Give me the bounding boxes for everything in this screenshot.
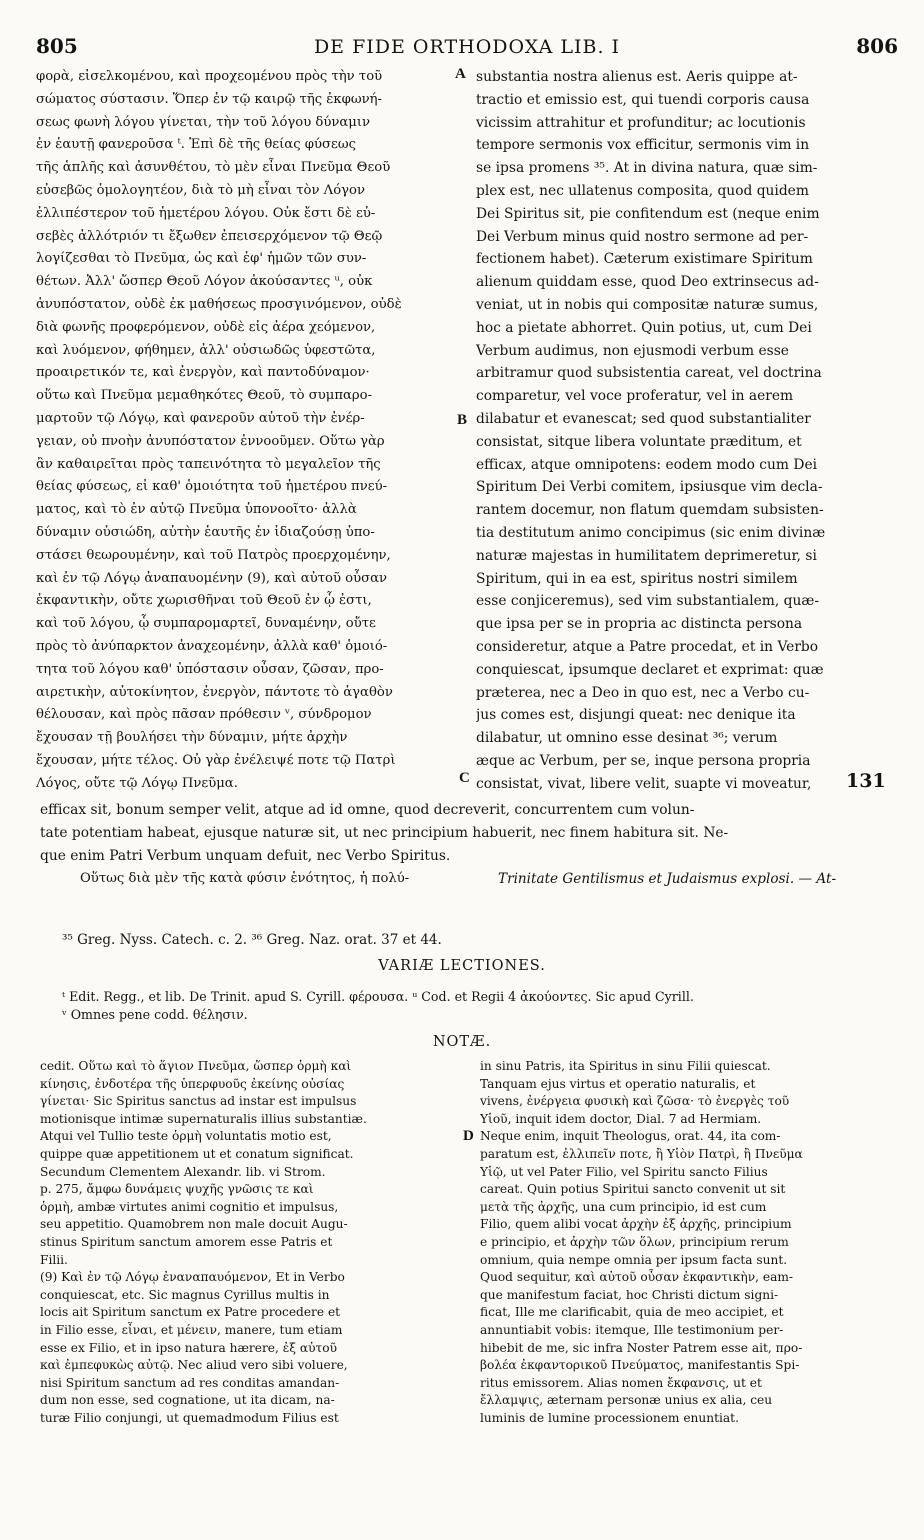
running-title: DE FIDE ORTHODOXA LIB. I bbox=[313, 36, 621, 58]
note-line: γίνεται· Sic Spiritus sanctus ad instar est impulsus bbox=[40, 1094, 357, 1109]
variant-reading-line: ᵗ Edit. Regg., et lib. De Trinit. apud S. Cyrill. φέρουσα. ᵘ Cod. et Regii 4 ἀκούοντες. Sic apud Cyrill. bbox=[62, 989, 694, 1004]
latin-text-line: præterea, nec a Deo in quo est, nec a Verbo cu- bbox=[476, 684, 810, 701]
greek-text-line: Λόγος, οὔτε τῷ Λόγῳ Πνεῦμα. bbox=[36, 775, 238, 791]
greek-text-line: πρὸς τὸ ἀνύπαρκτον ἀναχεομένην, ἀλλὰ καθ' ὁμοιό- bbox=[36, 638, 388, 654]
full-width-text-line: que enim Patri Verbum unquam defuit, nec Verbo Spiritus. bbox=[40, 847, 451, 864]
note-line: luminis de lumine processionem enuntiat. bbox=[480, 1410, 739, 1425]
greek-text-line: ἀνυπόστατον, οὐδὲ ἐκ μαθήσεως προσγινόμενον, οὐδὲ bbox=[36, 296, 402, 312]
latin-text-line: Spiritum Dei Verbi comitem, ipsiusque vim decla- bbox=[476, 479, 823, 496]
note-line: quippe quæ appetitionem ut et conatum significat. bbox=[40, 1146, 354, 1161]
greek-text-line: τῆς ἁπλῆς καὶ ἀσυνθέτου, τὸ μὲν εἶναι Πνεῦμα Θεοῦ bbox=[36, 160, 391, 176]
greek-text-line: ἐκφαντικὴν, οὔτε χωρισθῆναι τοῦ Θεοῦ ἐν ᾧ ἐστι, bbox=[36, 593, 372, 609]
latin-text-line: que ipsa per se in propria ac distincta persona bbox=[476, 616, 803, 633]
note-line: careat. Quin potius Spiritui sancto convenit ut sit bbox=[480, 1182, 786, 1197]
full-width-paragraph bbox=[40, 799, 888, 869]
greek-text-line: ἂν καθαιρεῖται πρὸς ταπεινότητα τὸ μεγαλεῖον τῆς bbox=[36, 456, 381, 472]
latin-text-line: comparetur, vel voce proferatur, vel in aerem bbox=[476, 388, 794, 405]
closing-latin-line: Trinitate Gentilismus et Judaismus explosi. — At- bbox=[498, 871, 837, 887]
page-number-left: 805 bbox=[36, 34, 78, 58]
latin-text-line: dilabatur et evanescat; sed quod substantialiter bbox=[476, 410, 811, 427]
latin-text-line: consistat, sitque libera voluntate præditum, et bbox=[476, 433, 802, 450]
latin-text-line: alienum quiddam esse, quod Deo extrinsecus ad- bbox=[476, 274, 819, 291]
latin-text-line: esse conjiceremus), sed vim substantialem, quæ- bbox=[476, 593, 819, 610]
note-line: stinus Spiritum sanctum amorem esse Patris et bbox=[40, 1234, 333, 1249]
notes-right-column bbox=[480, 1058, 892, 1438]
greek-text-line: ἐλλιπέστερον τοῦ ἡμετέρου λόγου. Οὐκ ἔστι δὲ εὐ- bbox=[36, 205, 376, 221]
note-line: cedit. Οὕτω καὶ τὸ ἅγιον Πνεῦμα, ὥσπερ ὁρμὴ καὶ bbox=[40, 1059, 352, 1073]
greek-text-line: σώματος σύστασιν. Ὅπερ ἐν τῷ καιρῷ τῆς ἐκφωνή- bbox=[36, 91, 382, 107]
latin-text-line: substantia nostra alienus est. Aeris quippe at- bbox=[476, 69, 798, 85]
latin-text-line: tractio et emissio est, qui tuendi corporis causa bbox=[476, 91, 810, 108]
note-line: locis ait Spiritum sanctum ex Patre procedere et bbox=[40, 1305, 341, 1320]
note-line: conquiescat, etc. Sic magnus Cyrillus multis in bbox=[40, 1287, 330, 1302]
latin-text-line: veniat, ut in nobis qui compositæ naturæ sumus, bbox=[476, 296, 819, 313]
greek-text-line: προαιρετικόν τε, καὶ ἐνεργὸν, καὶ παντοδύναμον· bbox=[36, 365, 370, 381]
greek-text-line: δύναμιν οὐσιώδη, αὐτὴν ἑαυτῆς ἐν ἰδιαζούσῃ ὑπο- bbox=[36, 524, 375, 540]
note-line: Quod sequitur, καὶ αὐτοῦ οὖσαν ἐκφαντικὴν, eam- bbox=[480, 1270, 794, 1285]
greek-text-line: σεως φωνὴ λόγου γίνεται, τὴν τοῦ λόγου δύναμιν bbox=[36, 114, 371, 130]
latin-text-line: se ipsa promens ³⁵. At in divina natura, quæ sim- bbox=[476, 160, 818, 177]
latin-text-line: tia destitutum animo concipimus (sic enim divinæ bbox=[476, 524, 826, 541]
note-line: Atqui vel Tullio teste ὁρμὴ voluntatis motio est, bbox=[40, 1129, 332, 1144]
variae-lectiones bbox=[62, 988, 892, 1028]
margin-mark-d: D bbox=[463, 1128, 474, 1144]
note-line: ἔλλαμψις, æternam personæ unius ex alia, ceu bbox=[480, 1393, 773, 1408]
note-line: omnium, quia nempe omnia per ipsum facta sunt. bbox=[480, 1252, 788, 1267]
note-line: vivens, ἐνέργεια φυσικὴ καὶ ζῶσα· τὸ ἐνεργὲς τοῦ bbox=[480, 1094, 790, 1109]
note-line: turæ Filio conjungi, ut quemadmodum Filius est bbox=[40, 1410, 339, 1425]
greek-text-line: μαρτοῦν τῷ Λόγῳ, καὶ φανεροῦν αὐτοῦ τὴν ἐνέρ- bbox=[36, 410, 365, 426]
note-line: esse ex Filio, et in ipso natura hærere, ἐξ αὐτοῦ bbox=[40, 1340, 337, 1355]
page-number-right: 806 bbox=[856, 34, 898, 58]
source-footnotes: ³⁵ Greg. Nyss. Catech. c. 2. ³⁶ Greg. Naz. orat. 37 et 44. bbox=[62, 932, 442, 948]
latin-text-line: consistat, vivat, libere velit, suapte vi moveatur, bbox=[476, 775, 812, 792]
notes-left-column bbox=[40, 1058, 452, 1438]
note-line: paratum est, ἐλλιπεῖν ποτε, ἢ Υἱὸν Πατρὶ, ἢ Πνεῦμα bbox=[480, 1146, 803, 1161]
greek-text-line: καὶ τοῦ λόγου, ᾧ συμπαρομαρτεῖ, δυναμένην, οὔτε bbox=[36, 616, 376, 632]
latin-text-line: naturæ majestas in humilitatem deprimeretur, si bbox=[476, 547, 817, 564]
note-line: ritus emissorem. Alias nomen ἔκφανσις, ut et bbox=[480, 1375, 762, 1390]
latin-text-line: tempore sermonis vox efficitur, sermonis vim in bbox=[476, 137, 810, 154]
variae-lectiones-heading: VARIÆ LECTIONES. bbox=[378, 958, 546, 974]
latin-text-line: Verbum audimus, non ejusmodi verbum esse bbox=[476, 342, 789, 359]
note-line: βολέα ἐκφαντορικοῦ Πνεύματος, manifestantis Spi- bbox=[480, 1358, 800, 1373]
note-line: ficat, Ille me clarificabit, quia de meo accipiet, et bbox=[480, 1305, 784, 1320]
latin-text-line: plex est, nec ullatenus composita, quod quidem bbox=[476, 182, 809, 199]
note-line: in sinu Patris, ita Spiritus in sinu Filii quiescat. bbox=[480, 1059, 771, 1073]
latin-text-line: Dei Verbum minus quid nostro sermone ad per- bbox=[476, 228, 809, 245]
margin-mark-c: C bbox=[459, 770, 470, 786]
note-line: Neque enim, inquit Theologus, orat. 44, ita com- bbox=[480, 1129, 781, 1144]
note-line: Filii. bbox=[40, 1252, 68, 1267]
latin-text-line: consideretur, atque a Patre procedat, et in Verbo bbox=[476, 638, 819, 655]
note-line: Υἱοῦ, inquit idem doctor, Dial. 7 ad Hermiam. bbox=[480, 1111, 762, 1126]
note-line: dum non esse, sed cognatione, ut ita dicam, na- bbox=[40, 1393, 335, 1408]
greek-text-line: ἔχουσαν, μήτε τέλος. Οὐ γὰρ ἐνέλειψέ ποτε τῷ Πατρὶ bbox=[36, 752, 396, 768]
note-line: motionisque intimæ supernaturalis illius substantiæ. bbox=[40, 1111, 367, 1126]
latin-text-line: rantem docemur, non flatum quemdam subsisten- bbox=[476, 502, 824, 519]
greek-text-line: φορὰ, εἰσελκομένου, καὶ προχεομένου πρὸς τὴν τοῦ bbox=[36, 69, 383, 84]
notae-heading: NOTÆ. bbox=[432, 1034, 492, 1050]
latin-text-line: conquiescat, ipsumque declaret et exprimat: quæ bbox=[476, 661, 824, 678]
note-line: Secundum Clementem Alexandr. lib. vi Strom. bbox=[40, 1164, 326, 1179]
greek-text-line: σεβὲς ἀλλότριόν τι ἔξωθεν ἐπεισερχόμενον τῷ Θεῷ bbox=[36, 228, 383, 244]
greek-text-line: ἔχουσαν τῇ βουλήσει τὴν δύναμιν, μήτε ἀρχὴν bbox=[36, 730, 348, 746]
note-line: καὶ ἐμπεφυκὼς αὐτῷ. Nec aliud vero sibi voluere, bbox=[40, 1358, 348, 1373]
variant-reading-line: ᵛ Omnes pene codd. θέλησιν. bbox=[62, 1007, 248, 1022]
note-line: e principio, et ἀρχὴν τῶν ὅλων, principium rerum bbox=[480, 1234, 789, 1249]
latin-text-line: dilabatur, ut omnino esse desinat ³⁶; verum bbox=[476, 730, 778, 747]
note-line: Filio, quem alibi vocat ἀρχὴν ἐξ ἀρχῆς, principium bbox=[480, 1217, 792, 1232]
note-line: seu appetitio. Quamobrem non male docuit Augu- bbox=[40, 1217, 348, 1232]
note-line: μετὰ τῆς ἀρχῆς, una cum principio, id est cum bbox=[480, 1199, 767, 1214]
note-line: p. 275, ἄμφω δυνάμεις ψυχῆς γνῶσις τε καὶ bbox=[40, 1182, 314, 1197]
note-line: annuntiabit vobis: itemque, Ille testimonium per- bbox=[480, 1322, 784, 1337]
greek-text-line: τητα τοῦ λόγου καθ' ὑπόστασιν οὖσαν, ζῶσαν, προ- bbox=[36, 661, 384, 677]
greek-text-line: θείας φύσεως, εἰ καθ' ὁμοιότητα τοῦ ἡμετέρου πνεύ- bbox=[36, 479, 388, 495]
greek-text-line: αιρετικὴν, αὐτοκίνητον, ἐνεργὸν, πάντοτε τὸ ἀγαθὸν bbox=[36, 684, 393, 700]
note-line: κίνησις, ἐνδοτέρα τῆς ὑπερφυοῦς ἐκείνης οὐσίας bbox=[40, 1076, 345, 1091]
latin-text-line: Spiritum, qui in ea est, spiritus nostri similem bbox=[476, 570, 798, 587]
note-line: (9) Καὶ ἐν τῷ Λόγῳ ἐναναπαυόμενον, Et in Verbo bbox=[40, 1270, 345, 1285]
note-line: hibebit de me, sic infra Noster Patrem esse ait, προ- bbox=[480, 1340, 803, 1355]
running-header bbox=[36, 34, 898, 64]
note-line: Tanquam ejus virtus et operatio naturalis, et bbox=[480, 1076, 756, 1091]
latin-column bbox=[476, 66, 888, 806]
latin-text-line: vicissim attrahitur et profunditur; ac locutionis bbox=[476, 114, 806, 131]
full-width-text-line: tate potentiam habeat, ejusque naturæ sit, ut nec principium habuerit, nec finem habitura sit. Ne- bbox=[40, 824, 729, 841]
note-line: Υἱῷ, ut vel Pater Filio, vel Spiritu sancto Filius bbox=[480, 1164, 768, 1179]
greek-text-line: στάσει θεωρουμένην, καὶ τοῦ Πατρὸς προερχομένην, bbox=[36, 547, 391, 563]
greek-text-line: καὶ ἐν τῷ Λόγῳ ἀναπαυομένην (9), καὶ αὐτοῦ οὖσαν bbox=[36, 570, 388, 586]
full-width-text-line: efficax sit, bonum semper velit, atque ad id omne, quod decreverit, concurrentem cum volun- bbox=[40, 802, 695, 818]
greek-text-line: ἐν ἑαυτῇ φανεροῦσα ᵗ. Ἐπὶ δὲ τῆς θείας φύσεως bbox=[36, 137, 357, 153]
margin-mark-b: B bbox=[457, 412, 468, 428]
note-line: que manifestum faciat, hoc Christi dictum signi- bbox=[480, 1287, 779, 1302]
latin-text-line: efficax, atque omnipotens: eodem modo cum Dei bbox=[476, 456, 818, 473]
greek-text-line: γειαν, οὐ πνοὴν ἀνυπόστατον ἐννοοῦμεν. Οὕτω γὰρ bbox=[36, 433, 385, 449]
note-line: nisi Spiritum sanctum ad res conditas amandan- bbox=[40, 1375, 340, 1390]
greek-text-line: καὶ λυόμενον, φήθημεν, ἀλλ' οὐσιωδῶς ὑφεστῶτα, bbox=[36, 342, 376, 358]
latin-text-line: Dei Spiritus sit, pie confitendum est (neque enim bbox=[476, 205, 820, 222]
greek-text-line: θέτων. Ἀλλ' ὥσπερ Θεοῦ Λόγον ἀκούσαντες ᵘ, οὐκ bbox=[36, 274, 373, 290]
reference-number: 131 bbox=[846, 770, 886, 792]
closing-greek-line: Οὕτως διὰ μὲν τῆς κατὰ φύσιν ἑνότητος, ἡ πολύ- bbox=[80, 871, 410, 886]
latin-text-line: arbitramur quod subsistentia careat, vel doctrina bbox=[476, 365, 822, 382]
note-line: ὁρμὴ, ambæ virtutes animi cognitio et impulsus, bbox=[40, 1199, 339, 1214]
greek-text-line: διὰ φωνῆς προφερόμενον, οὐδὲ εἰς ἀέρα χεόμενον, bbox=[36, 319, 376, 335]
greek-column bbox=[36, 66, 456, 806]
greek-text-line: ματος, καὶ τὸ ἐν αὐτῷ Πνεῦμα ὑπονοοῖτο· ἀλλὰ bbox=[36, 502, 357, 518]
latin-text-line: hoc a pietate abhorret. Quin potius, ut, cum Dei bbox=[476, 319, 812, 336]
latin-text-line: jus comes est, disjungi queat: nec denique ita bbox=[476, 707, 796, 724]
latin-text-line: æque ac Verbum, per se, inque persona propria bbox=[476, 752, 811, 769]
greek-text-line: λογίζεσθαι τὸ Πνεῦμα, ὡς καὶ ἐφ' ἡμῶν τῶν συν- bbox=[36, 251, 367, 267]
greek-text-line: θέλουσαν, καὶ πρὸς πᾶσαν πρόθεσιν ᵛ, σύνδρομον bbox=[36, 707, 372, 723]
latin-text-line: fectionem habet). Cæterum existimare Spiritum bbox=[476, 251, 813, 268]
note-line: in Filio esse, εἶναι, et μένειν, manere, tum etiam bbox=[40, 1322, 343, 1337]
margin-mark-a: A bbox=[455, 66, 466, 82]
greek-text-line: εὐσεβῶς ὁμολογητέον, διὰ τὸ μὴ εἶναι τὸν Λόγον bbox=[36, 182, 365, 198]
greek-text-line: οὕτω καὶ Πνεῦμα μεμαθηκότες Θεοῦ, τὸ συμπαρο- bbox=[36, 388, 373, 404]
